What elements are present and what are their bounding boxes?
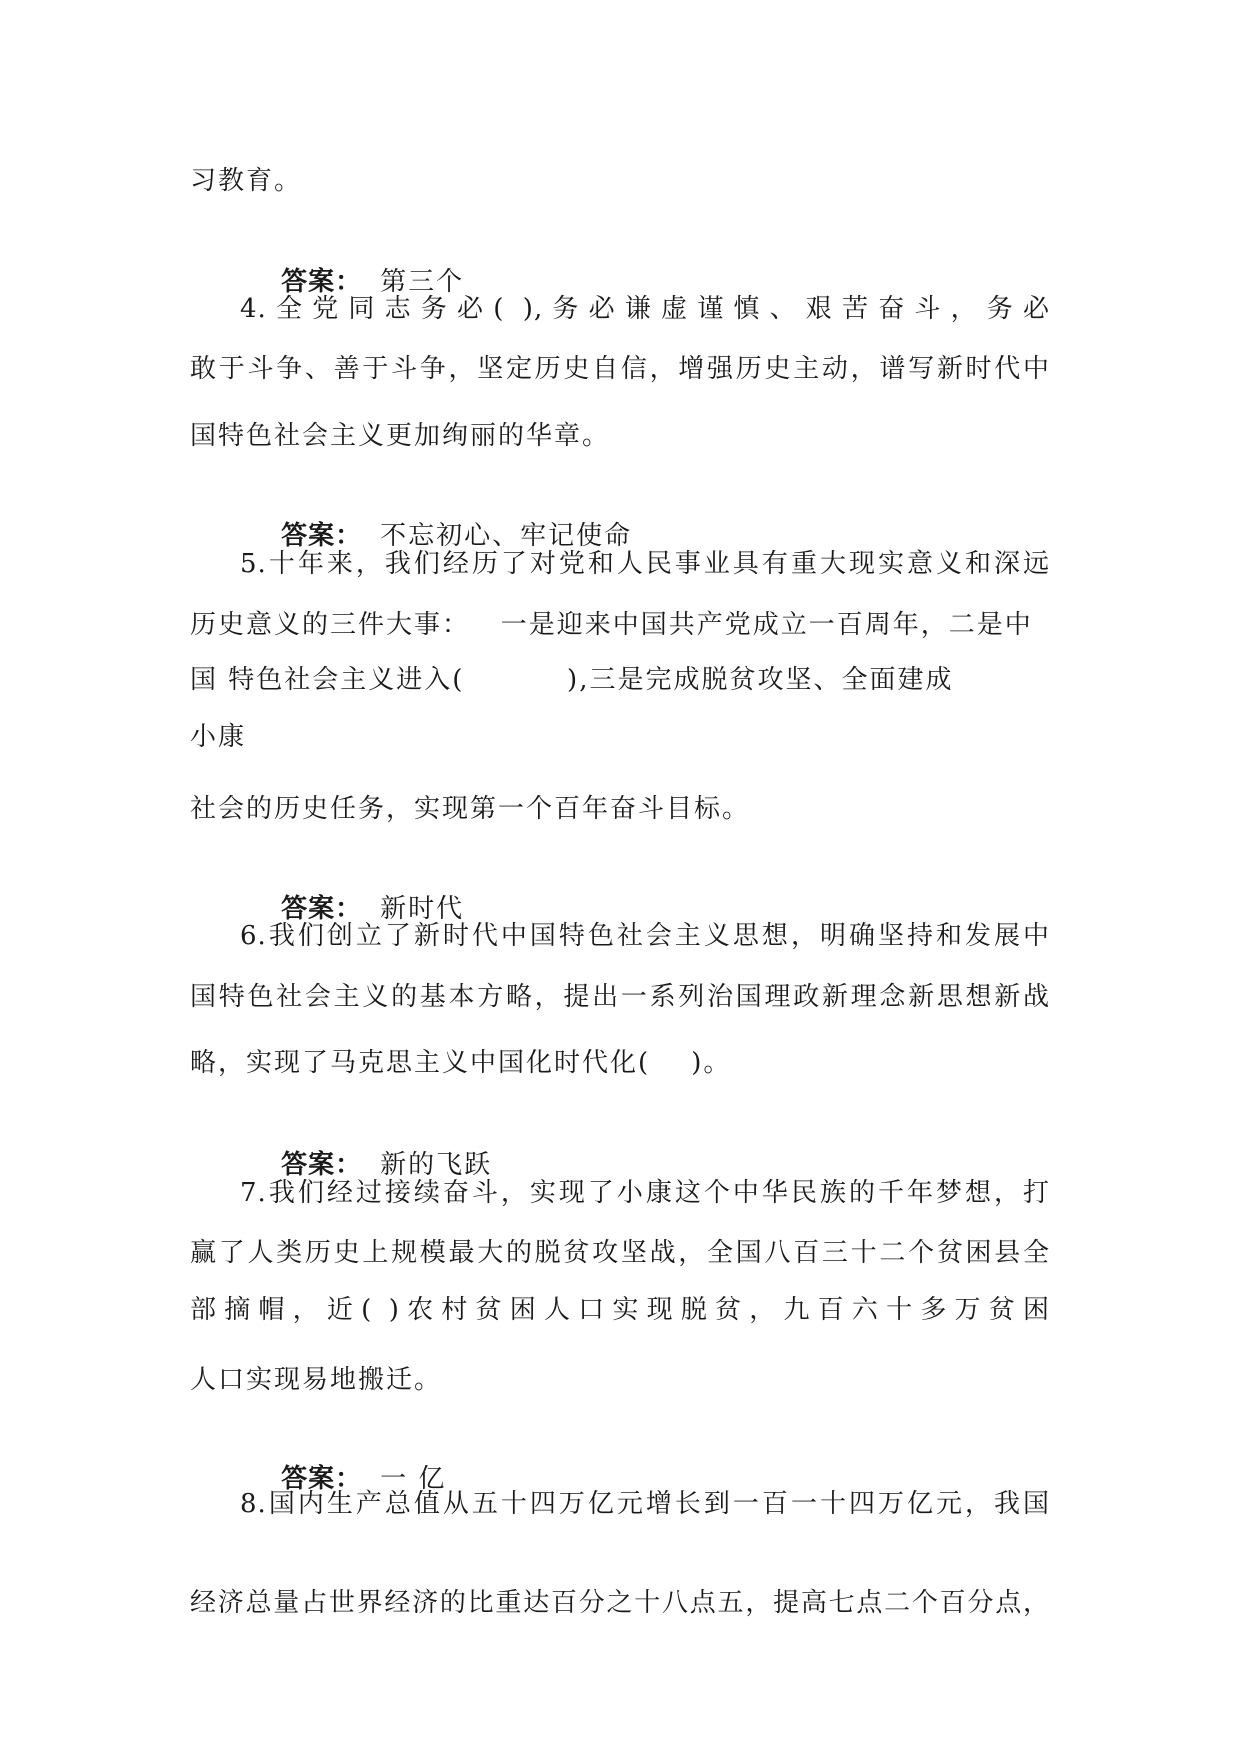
- question-4-line-1: 4.全党同志务必( ),务必谦虚谨慎、艰苦奋斗，务必: [240, 294, 1050, 324]
- question-5-line-1: 5.十年来，我们经历了对党和人民事业具有重大现实意义和深远: [240, 549, 1050, 579]
- answer-label: 答案：: [281, 894, 363, 924]
- question-4-line-3: 国特色社会主义更加绚丽的华章。: [190, 421, 611, 451]
- text-line: 习教育。: [190, 166, 303, 196]
- question-5-line-5: 社会的历史任务，实现第一个百年奋斗目标。: [190, 794, 751, 824]
- question-8-line-1: 8.国内生产总值从五十四万亿元增长到一百一十四万亿元，我国: [240, 1489, 1050, 1519]
- question-5-line-2: 历史意义的三件大事： 一是迎来中国共产党成立一百周年，二是中: [190, 610, 1033, 640]
- answer-label: 答案：: [281, 1150, 363, 1180]
- question-5-line-4: 小康: [190, 722, 247, 752]
- question-5-line-3: 国 特色社会主义进入( ),三是完成脱贫攻坚、全面建成: [190, 665, 954, 695]
- question-8-line-2: 经济总量占世界经济的比重达百分之十八点五，提高七点二个百分点，: [190, 1588, 1050, 1618]
- answer-value: 第三个: [380, 267, 465, 297]
- answer-value: 新的飞跃: [380, 1150, 493, 1180]
- question-6-line-3: 略，实现了马克思主义中国化时代化( )。: [190, 1048, 732, 1078]
- question-7-line-4: 人口实现易地搬迁。: [190, 1365, 443, 1395]
- question-7-line-1: 7.我们经过接续奋斗，实现了小康这个中华民族的千年梦想，打: [240, 1178, 1050, 1208]
- answer-label: 答案：: [281, 1464, 363, 1494]
- answer-value: 一 亿: [380, 1464, 447, 1494]
- answer-label: 答案：: [281, 267, 363, 297]
- answer-label: 答案：: [281, 521, 363, 551]
- question-7-line-3: 部摘帽，近( )农村贫困人口实现脱贫，九百六十多万贫困: [190, 1295, 1050, 1325]
- question-4-line-2: 敢于斗争、善于斗争，坚定历史自信，增强历史主动，谱写新时代中: [190, 354, 1050, 384]
- question-6-line-2: 国特色社会主义的基本方略，提出一系列治国理政新理念新思想新战: [190, 982, 1050, 1012]
- answer-value: 不忘初心、牢记使命: [380, 521, 633, 551]
- answer-value: 新时代: [380, 894, 465, 924]
- question-6-line-1: 6.我们创立了新时代中国特色社会主义思想，明确坚持和发展中: [240, 921, 1050, 951]
- question-7-line-2: 赢了人类历史上规模最大的脱贫攻坚战，全国八百三十二个贫困县全: [190, 1238, 1050, 1268]
